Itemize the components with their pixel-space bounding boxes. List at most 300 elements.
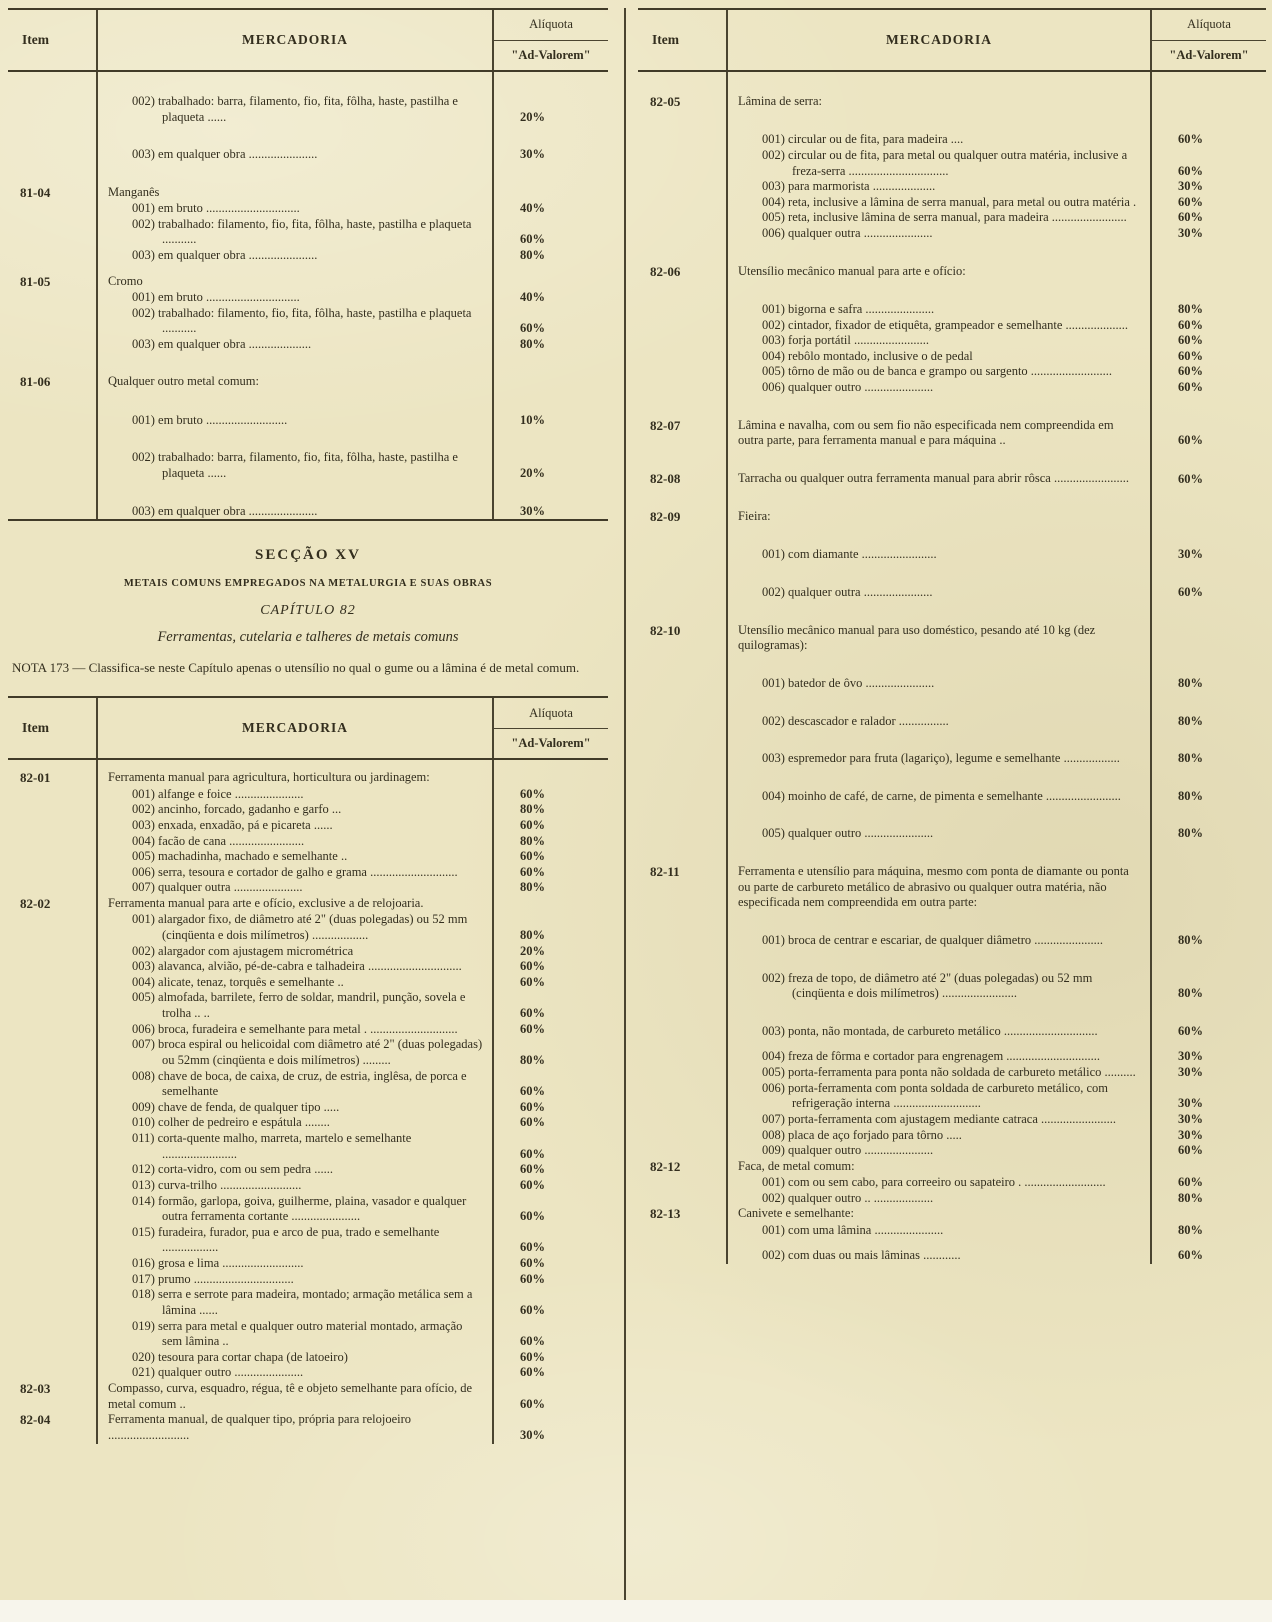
description-cell: 002) alargador com ajustagem micrométrica xyxy=(96,944,492,960)
rate-cell xyxy=(492,990,608,1021)
rate-cell xyxy=(492,944,608,960)
rate-cell xyxy=(492,1365,608,1381)
rate-cell xyxy=(492,337,608,353)
rate-cell xyxy=(1150,1128,1266,1144)
rate-cell xyxy=(1150,1081,1266,1112)
rate-value: 60% xyxy=(520,1162,545,1177)
description-cell: Fieira: xyxy=(726,487,1150,525)
rate-cell xyxy=(1150,1175,1266,1191)
item-code-cell xyxy=(8,1131,96,1162)
rate-value: 80% xyxy=(520,802,545,817)
description-cell: 001) alargador fixo, de diâmetro até 2" (duas polegadas) ou 52 mm (cinqüenta e dois milímetros) .................. xyxy=(96,912,492,943)
description-cell: 009) qualquer outro ...................... xyxy=(726,1143,1150,1159)
item-code-cell xyxy=(638,148,726,179)
description-cell: 018) serra e serrote para madeira, montado; armação metálica sem a lâmina ...... xyxy=(96,1287,492,1318)
rate-cell xyxy=(492,1412,608,1443)
description-cell: 010) colher de pedreiro e espátula ........ xyxy=(96,1115,492,1131)
description-cell: 007) qualquer outra ...................... xyxy=(96,880,492,896)
table-row xyxy=(638,242,1266,280)
rate-cell xyxy=(492,352,608,390)
table-row xyxy=(8,1162,608,1178)
description-cell: 004) rebôlo montado, inclusive o de pedal xyxy=(726,349,1150,365)
item-code-cell xyxy=(8,865,96,881)
rate-cell xyxy=(492,163,608,201)
rate-cell xyxy=(492,1350,608,1366)
rate-cell xyxy=(492,912,608,943)
rate-value: 80% xyxy=(1178,986,1203,1001)
column-header-mercadoria: MERCADORIA xyxy=(96,698,492,758)
table-row xyxy=(8,337,608,353)
item-code-cell xyxy=(638,110,726,148)
rate-value: 60% xyxy=(520,1302,545,1317)
table-row xyxy=(8,990,608,1021)
rate-cell xyxy=(1150,842,1266,911)
rate-value: 60% xyxy=(520,1334,545,1349)
description-cell: 004) reta, inclusive a lâmina de serra manual, para metal ou outra matéria . xyxy=(726,195,1150,211)
rate-value: 10% xyxy=(520,412,545,427)
rate-cell xyxy=(492,391,608,429)
rate-cell xyxy=(492,1131,608,1162)
description-cell: Lâmina e navalha, com ou sem fio não especificada nem compreendida em outra parte, para ferramenta manual e para máquina .. xyxy=(726,396,1150,449)
item-code-cell xyxy=(8,959,96,975)
rate-cell xyxy=(1150,563,1266,601)
rate-cell xyxy=(492,849,608,865)
table-row xyxy=(8,1256,608,1272)
rate-cell xyxy=(1150,1002,1266,1040)
description-cell: 002) qualquer outro .. ................... xyxy=(726,1191,1150,1207)
table-row xyxy=(638,1143,1266,1159)
rate-value: 30% xyxy=(1178,547,1203,562)
rate-cell xyxy=(1150,654,1266,692)
rate-cell xyxy=(492,72,608,125)
rate-value: 60% xyxy=(1178,364,1203,379)
table-row xyxy=(8,1365,608,1381)
column-header-item: Item xyxy=(22,32,49,47)
table-row xyxy=(8,912,608,943)
table-row xyxy=(8,959,608,975)
rate-value: 30% xyxy=(520,503,545,518)
table-row xyxy=(638,1238,1266,1264)
rate-cell xyxy=(1150,487,1266,525)
column-header-aliquota xyxy=(1150,10,1266,70)
description-cell: Ferramenta manual para arte e ofício, exclusive a de relojoaria. xyxy=(96,896,492,912)
rate-value: 80% xyxy=(520,1052,545,1067)
rate-cell xyxy=(1150,767,1266,805)
table-row xyxy=(8,1022,608,1038)
rate-value: 80% xyxy=(1178,713,1203,728)
item-code-cell: 82-05 xyxy=(650,94,681,109)
rate-cell xyxy=(492,787,608,803)
description-cell: 006) qualquer outro ...................... xyxy=(726,380,1150,396)
rate-value: 40% xyxy=(520,201,545,216)
table-row xyxy=(8,818,608,834)
table-row xyxy=(8,391,608,429)
table-row xyxy=(638,487,1266,525)
item-code-cell xyxy=(8,880,96,896)
description-cell: 003) alavanca, alvião, pé-de-cabra e talhadeira .............................. xyxy=(96,959,492,975)
ad-valorem-label: "Ad-Valorem" xyxy=(511,47,591,62)
description-cell: 003) em qualquer obra ...................... xyxy=(96,482,492,520)
table-row xyxy=(8,290,608,306)
item-code-cell: 82-09 xyxy=(650,509,681,525)
description-cell: 002) trabalhado: barra, filamento, fio, fita, fôlha, haste, pastilha e plaqueta ...... xyxy=(96,72,492,125)
item-code-cell: 81-05 xyxy=(20,273,51,289)
item-code-cell xyxy=(8,125,96,163)
rate-value: 80% xyxy=(1178,1222,1203,1237)
table-row xyxy=(638,1175,1266,1191)
rate-cell xyxy=(492,865,608,881)
section-heading-block xyxy=(8,521,608,690)
rate-value: 60% xyxy=(520,1006,545,1020)
item-code-cell xyxy=(8,1256,96,1272)
description-cell: 003) espremedor para fruta (lagariço), legume e semelhante .................. xyxy=(726,729,1150,767)
description-cell: 003) ponta, não montada, de carbureto metálico .............................. xyxy=(726,1002,1150,1040)
description-cell: 004) freza de fôrma e cortador para engrenagem .............................. xyxy=(726,1039,1150,1065)
description-cell: 006) serra, tesoura e cortador de galho e grama ............................ xyxy=(96,865,492,881)
item-code-cell xyxy=(638,210,726,226)
rate-cell xyxy=(1150,601,1266,654)
description-cell: 005) tôrno de mão ou de banca e grampo ou sargento .......................... xyxy=(726,364,1150,380)
rate-value: 60% xyxy=(1178,163,1203,178)
description-cell: Tarracha ou qualquer outra ferramenta manual para abrir rôsca ........................ xyxy=(726,449,1150,487)
description-cell: 002) trabalhado: filamento, fio, fita, fôlha, haste, pastilha e plaqueta ........... xyxy=(96,306,492,337)
table-row xyxy=(8,217,608,248)
tools-table-body-continued xyxy=(638,72,1266,1264)
description-cell: 001) com uma lâmina ...................... xyxy=(726,1223,1150,1239)
rate-cell xyxy=(492,1100,608,1116)
description-cell: 014) formão, garlopa, goiva, guilherme, plaina, vasador e qualquer outra ferramenta cortante ...................... xyxy=(96,1194,492,1225)
rate-value: 60% xyxy=(520,817,545,832)
item-code-cell: 82-06 xyxy=(650,263,681,279)
description-cell: Utensílio mecânico manual para arte e ofício: xyxy=(726,242,1150,280)
description-cell: 008) placa de aço forjado para tôrno ..... xyxy=(726,1128,1150,1144)
rate-cell xyxy=(492,428,608,481)
description-cell: 001) em bruto .............................. xyxy=(96,290,492,306)
rate-cell xyxy=(492,975,608,991)
item-code-cell xyxy=(638,767,726,805)
item-code-cell xyxy=(638,804,726,842)
rate-cell xyxy=(1150,1039,1266,1065)
rate-cell xyxy=(1150,210,1266,226)
description-cell: Ferramenta e utensílio para máquina, mesmo com ponta de diamante ou ponta ou parte de carbureto metálico de abrasivo ou qualquer outra matéria, não especificada nem compreendida em outra parte: xyxy=(726,842,1150,911)
item-code-cell xyxy=(638,364,726,380)
rate-cell xyxy=(1150,729,1266,767)
rate-cell xyxy=(1150,1159,1266,1175)
table-row xyxy=(638,72,1266,110)
item-code-cell: 82-04 xyxy=(20,1412,51,1428)
rate-value: 20% xyxy=(520,109,545,124)
description-cell: 004) facão de cana ........................ xyxy=(96,834,492,850)
item-code-cell xyxy=(638,1128,726,1144)
item-code-cell xyxy=(8,912,96,943)
rate-cell xyxy=(1150,1223,1266,1239)
left-column xyxy=(8,8,608,1622)
tools-table-body xyxy=(8,760,608,1443)
table-header-left-bottom xyxy=(8,696,608,760)
aliquota-label: Alíquota xyxy=(1152,10,1266,41)
description-cell: Faca, de metal comum: xyxy=(726,1159,1150,1175)
rate-cell xyxy=(1150,364,1266,380)
item-code-cell: 82-12 xyxy=(650,1158,681,1174)
rate-cell xyxy=(492,1319,608,1350)
item-code-cell xyxy=(638,226,726,242)
rate-cell xyxy=(492,896,608,912)
table-row xyxy=(8,1287,608,1318)
rate-value: 60% xyxy=(520,1115,545,1130)
table-row xyxy=(8,125,608,163)
rate-value: 60% xyxy=(520,1271,545,1286)
table-row xyxy=(638,280,1266,318)
item-code-cell xyxy=(8,1178,96,1194)
table-row xyxy=(638,210,1266,226)
rate-value: 60% xyxy=(520,1021,545,1036)
rate-value: 60% xyxy=(520,974,545,989)
rate-value: 30% xyxy=(1178,1049,1203,1064)
item-code-cell xyxy=(8,428,96,481)
table-row xyxy=(8,428,608,481)
description-cell: 001) broca de centrar e escariar, de qualquer diâmetro ...................... xyxy=(726,911,1150,949)
description-cell: 001) com ou sem cabo, para correeiro ou sapateiro . .......................... xyxy=(726,1175,1150,1191)
description-cell: 001) batedor de ôvo ...................... xyxy=(726,654,1150,692)
column-header-mercadoria: MERCADORIA xyxy=(726,10,1150,70)
description-cell: 008) chave de boca, de caixa, de cruz, de estria, inglêsa, de porca e semelhante xyxy=(96,1069,492,1100)
table-row xyxy=(8,1037,608,1068)
table-row xyxy=(8,1100,608,1116)
table-row xyxy=(8,880,608,896)
item-code-cell xyxy=(8,944,96,960)
description-cell: 001) em bruto .......................... xyxy=(96,391,492,429)
description-cell: 005) almofada, barrilete, ferro de soldar, mandril, punção, sovela e trolha .. .. xyxy=(96,990,492,1021)
rate-value: 60% xyxy=(1178,348,1203,363)
table-row xyxy=(8,1115,608,1131)
column-header-aliquota xyxy=(492,698,608,758)
table-row xyxy=(638,1128,1266,1144)
table-row xyxy=(638,842,1266,911)
rate-cell xyxy=(1150,1143,1266,1159)
rate-value: 60% xyxy=(1178,1175,1203,1189)
aliquota-label: Alíquota xyxy=(494,10,608,41)
rate-cell xyxy=(492,1037,608,1068)
rate-value: 80% xyxy=(1178,932,1203,947)
rate-cell xyxy=(1150,226,1266,242)
description-cell: 007) porta-ferramenta com ajustagem mediante catraca ........................ xyxy=(726,1112,1150,1128)
item-code-cell xyxy=(8,1115,96,1131)
item-code-cell: 82-01 xyxy=(20,770,51,786)
ad-valorem-label: "Ad-Valorem" xyxy=(1169,47,1249,62)
description-cell: 009) chave de fenda, de qualquer tipo ..... xyxy=(96,1100,492,1116)
rate-value: 60% xyxy=(1178,132,1203,147)
table-row xyxy=(638,110,1266,148)
description-cell: 005) reta, inclusive lâmina de serra manual, para madeira ........................ xyxy=(726,210,1150,226)
table-row xyxy=(8,352,608,390)
description-cell: 015) furadeira, furador, pua e arco de pua, trado e semelhante .................. xyxy=(96,1225,492,1256)
description-cell: 016) grosa e lima .......................... xyxy=(96,1256,492,1272)
rate-value: 20% xyxy=(520,465,545,480)
rate-value: 30% xyxy=(520,147,545,162)
description-cell: 020) tesoura para cortar chapa (de latoeiro) xyxy=(96,1350,492,1366)
table-row xyxy=(638,563,1266,601)
item-code-cell xyxy=(8,1319,96,1350)
table-row xyxy=(8,760,608,786)
table-row xyxy=(8,787,608,803)
description-cell: 002) cintador, fixador de etiquêta, grampeador e semelhante .................... xyxy=(726,318,1150,334)
item-code-cell xyxy=(638,1112,726,1128)
rate-value: 80% xyxy=(520,833,545,848)
rate-value: 60% xyxy=(1178,1143,1203,1158)
table-row xyxy=(638,1112,1266,1128)
item-code-cell: 82-11 xyxy=(650,864,680,879)
rate-value: 60% xyxy=(520,1240,545,1255)
item-code-cell xyxy=(8,1069,96,1100)
rate-cell xyxy=(1150,449,1266,487)
description-cell: 002) circular ou de fita, para metal ou qualquer outra matéria, inclusive a freza-serra ................................ xyxy=(726,148,1150,179)
table-row xyxy=(638,318,1266,334)
rate-cell xyxy=(1150,1065,1266,1081)
item-code-cell: 81-06 xyxy=(20,374,51,390)
rate-value: 60% xyxy=(1178,585,1203,599)
table-row xyxy=(638,179,1266,195)
item-code-cell: 81-04 xyxy=(20,184,51,200)
item-code-cell: 82-03 xyxy=(20,1381,51,1396)
description-cell: 001) com diamante ........................ xyxy=(726,525,1150,563)
table-row xyxy=(8,1319,608,1350)
item-code-cell xyxy=(638,1238,726,1264)
rate-cell xyxy=(492,1225,608,1256)
table-row xyxy=(8,1350,608,1366)
item-code-cell xyxy=(8,290,96,306)
description-cell: Cromo xyxy=(96,264,492,290)
rate-cell xyxy=(1150,148,1266,179)
table-row xyxy=(638,1191,1266,1207)
page-bottom-edge xyxy=(0,1600,1272,1622)
rate-cell xyxy=(1150,1206,1266,1222)
description-cell: 002) trabalhado: filamento, fio, fita, fôlha, haste, pastilha e plaqueta ........... xyxy=(96,217,492,248)
metals-table xyxy=(8,8,608,521)
rate-value: 80% xyxy=(1178,301,1203,316)
description-cell: 001) alfange e foice ...................... xyxy=(96,787,492,803)
rate-cell xyxy=(1150,911,1266,949)
rate-value: 80% xyxy=(520,248,545,262)
table-row xyxy=(8,1178,608,1194)
rate-cell xyxy=(492,482,608,520)
table-row xyxy=(8,163,608,201)
table-row xyxy=(638,1002,1266,1040)
table-row xyxy=(8,1412,608,1443)
table-row xyxy=(638,1206,1266,1222)
rate-value: 30% xyxy=(520,1427,545,1442)
table-row xyxy=(8,248,608,264)
rate-cell xyxy=(1150,804,1266,842)
table-row xyxy=(638,364,1266,380)
rate-value: 60% xyxy=(520,864,545,879)
rate-value: 60% xyxy=(1178,471,1203,486)
table-row xyxy=(638,767,1266,805)
item-code-cell xyxy=(8,818,96,834)
rate-value: 60% xyxy=(1178,1023,1203,1038)
table-row xyxy=(638,148,1266,179)
item-code-cell xyxy=(638,333,726,349)
description-cell: Qualquer outro metal comum: xyxy=(96,352,492,390)
description-cell: 002) descascador e ralador ................ xyxy=(726,692,1150,730)
item-code-cell xyxy=(8,217,96,248)
item-code-cell xyxy=(8,849,96,865)
rate-value: 40% xyxy=(520,289,545,304)
chapter-number: CAPÍTULO 82 xyxy=(260,603,356,619)
rate-cell xyxy=(492,1381,608,1412)
description-cell: 002) freza de topo, de diâmetro até 2" (duas polegadas) ou 52 mm (cinqüenta e dois milímetros) ........................ xyxy=(726,949,1150,1002)
description-cell: 003) em qualquer obra .................... xyxy=(96,337,492,353)
item-code-cell xyxy=(638,729,726,767)
description-cell: Manganês xyxy=(96,163,492,201)
rate-cell xyxy=(492,1256,608,1272)
rate-cell xyxy=(492,880,608,896)
description-cell: Compasso, curva, esquadro, régua, tê e objeto semelhante para ofício, de metal comum .. xyxy=(96,1381,492,1412)
description-cell: 001) circular ou de fita, para madeira .... xyxy=(726,110,1150,148)
table-row xyxy=(8,1225,608,1256)
table-row xyxy=(8,1381,608,1412)
rate-value: 30% xyxy=(1178,226,1203,240)
description-cell: 013) curva-trilho .......................... xyxy=(96,1178,492,1194)
table-row xyxy=(8,201,608,217)
chapter-note: NOTA 173 — Classifica-se neste Capítulo apenas o utensílio no qual o gume ou a lâmina é de metal comum. xyxy=(12,660,580,676)
item-code-cell xyxy=(8,1287,96,1318)
rate-value: 80% xyxy=(520,336,545,351)
table-row xyxy=(8,944,608,960)
table-row xyxy=(8,896,608,912)
description-cell: 017) prumo ................................ xyxy=(96,1272,492,1288)
description-cell: Ferramenta manual, de qualquer tipo, própria para relojoeiro .......................... xyxy=(96,1412,492,1443)
rate-cell xyxy=(1150,72,1266,110)
rate-cell xyxy=(492,1272,608,1288)
rate-value: 80% xyxy=(1178,675,1203,690)
item-code-cell xyxy=(638,280,726,318)
description-cell: 002) ancinho, forcado, gadanho e garfo ... xyxy=(96,802,492,818)
rate-cell xyxy=(1150,242,1266,280)
aliquota-label: Alíquota xyxy=(494,698,608,729)
rate-value: 20% xyxy=(520,943,545,958)
item-code-cell: 82-07 xyxy=(650,417,681,433)
rate-value: 60% xyxy=(1178,210,1203,225)
table-row xyxy=(638,949,1266,1002)
rate-cell xyxy=(1150,333,1266,349)
item-code-cell xyxy=(8,72,96,125)
rate-value: 30% xyxy=(1178,1127,1203,1142)
rate-value: 80% xyxy=(1178,1190,1203,1205)
item-code-cell xyxy=(638,654,726,692)
table-row xyxy=(8,802,608,818)
rate-value: 80% xyxy=(520,880,545,895)
description-cell: Ferramenta manual para agricultura, horticultura ou jardinagem: xyxy=(96,760,492,786)
rate-cell xyxy=(492,201,608,217)
item-code-cell xyxy=(8,306,96,337)
description-cell: 006) broca, furadeira e semelhante para metal . ............................ xyxy=(96,1022,492,1038)
item-code-cell xyxy=(638,179,726,195)
table-row xyxy=(638,449,1266,487)
item-code-cell xyxy=(8,802,96,818)
item-code-cell xyxy=(638,318,726,334)
item-code-cell xyxy=(8,975,96,991)
rate-value: 60% xyxy=(520,1099,545,1114)
rate-value: 60% xyxy=(520,232,545,247)
item-code-cell xyxy=(8,1272,96,1288)
rate-value: 60% xyxy=(520,1084,545,1099)
tools-table xyxy=(8,696,608,1443)
item-code-cell xyxy=(638,1175,726,1191)
item-code-cell xyxy=(638,692,726,730)
rate-value: 60% xyxy=(1178,194,1203,209)
table-row xyxy=(638,349,1266,365)
rate-cell xyxy=(492,1162,608,1178)
